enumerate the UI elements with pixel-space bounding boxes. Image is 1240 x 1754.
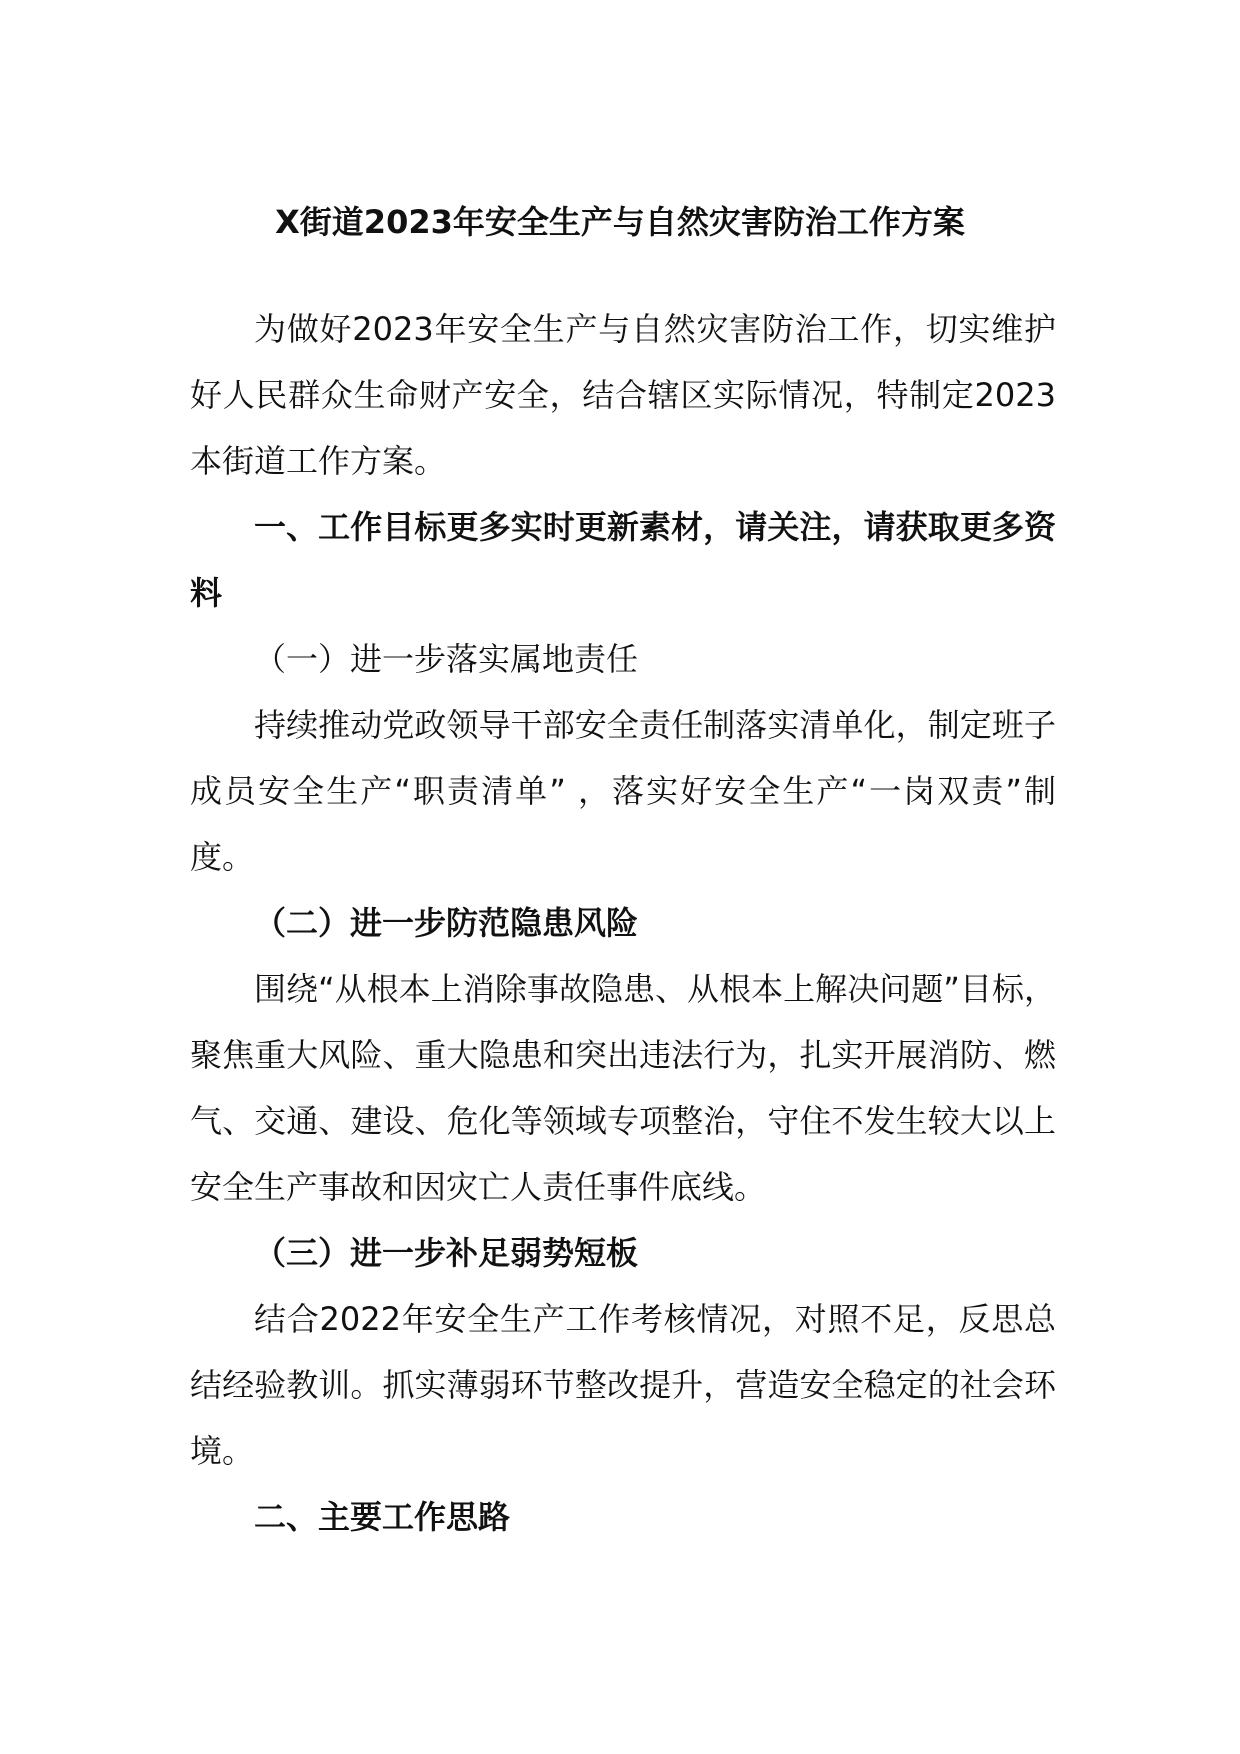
intro-paragraph: 为做好2023年安全生产与自然灾害防治工作，切实维护好人民群众生命财产安全，结合辖区实际情况，特制定2023本街道工作方案。 (190, 310, 1056, 480)
subsection-body-hazard-prevention: 围绕“从根本上消除事故隐患、从根本上解决问题”目标，聚焦重大风险、重大隐患和突出违法行为，扎实开展消防、燃气、交通、建设、危化等领域专项整治，守住不发生较大以上安全生产事故和因灾亡人责任事件底线。 (190, 970, 1056, 1206)
section-heading-goals: 一、工作目标更多实时更新素材，请关注，请获取更多资料 (190, 508, 1056, 612)
document-body (190, 296, 1056, 1550)
section-heading-main-ideas: 二、主要工作思路 (254, 1498, 511, 1536)
subsection-body-territorial-responsibility: 持续推动党政领导干部安全责任制落实清单化，制定班子成员安全生产“职责清单” ，落实好安全生产“一岗双责”制度。 (190, 706, 1056, 876)
subsection-heading-weak-points: （三）进一步补足弱势短板 (254, 1234, 639, 1272)
subsection-heading-territorial-responsibility: （一）进一步落实属地责任 (254, 640, 639, 678)
document-title: X街道2023年安全生产与自然灾害防治工作方案 (275, 203, 965, 241)
subsection-body-weak-points: 结合2022年安全生产工作考核情况，对照不足，反思总结经验教训。抓实薄弱环节整改提升，营造安全稳定的社会环境。 (190, 1300, 1056, 1470)
subsection-heading-hazard-prevention: （二）进一步防范隐患风险 (254, 904, 639, 942)
